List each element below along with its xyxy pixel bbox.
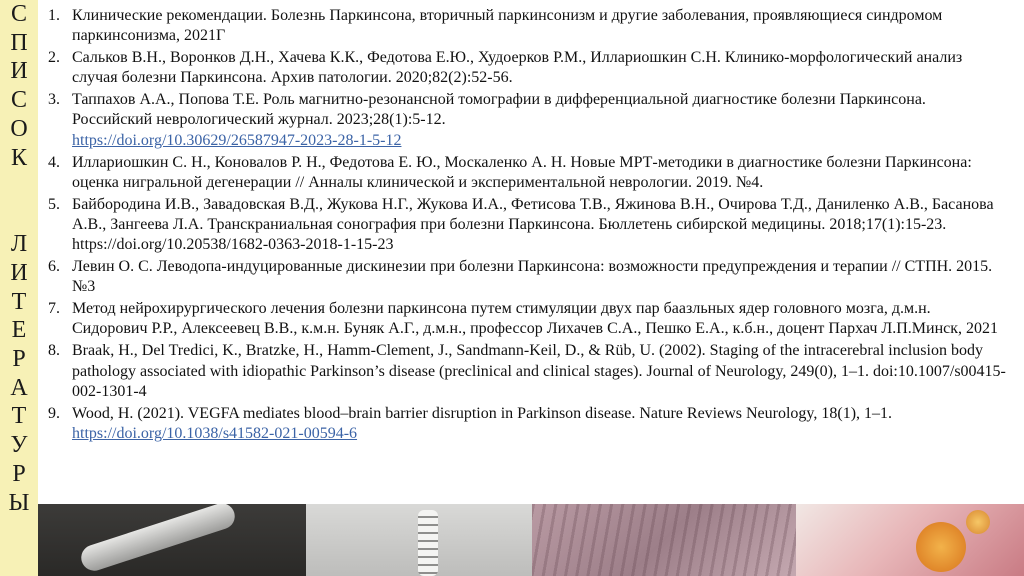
reference-number: 3. [48,91,60,109]
title-letter: Т [11,288,27,315]
title-letter: И [10,259,28,286]
reference-item [38,257,1014,298]
reference-body [72,404,1014,445]
reference-text: Иллариошкин С. Н., Коновалов Р. Н., Федотова Е. Ю., Москаленко А. Н. Новые МРТ-методики в диагностике болезни Паркинсона: оценка нигральной дегенерации // Анналы клинической и экспериментальной неврологии. 2019. №4. [72,153,972,191]
reference-number: 9. [48,404,60,422]
reference-number: 7. [48,300,60,318]
reference-text: Таппахов А.А., Попова Т.Е. Роль магнитно-резонансной томографии в дифференциальной диагностике болезни Паркинсона. Российский неврологический журнал. 2023;28(1):5-12. [72,91,926,129]
title-letter: Ы [8,489,30,516]
side-title [0,0,38,576]
tissue-texture [532,504,796,576]
reference-text: Braak, H., Del Tredici, K., Bratzke, H., Hamm-Clement, J., Sandmann-Keil, D., & Rüb, U. (2002). Staging of the intracerebral inclusion body pathology associated with idiopathic Parkinson’s disease (preclinical and clinical stages). Journal of Neurology, 249(0), 1–1. doi:10.1007/s00415-002-1301-4 [72,342,1006,400]
title-letter: Е [11,317,27,344]
reference-item [38,48,1014,89]
reference-text: Клинические рекомендации. Болезнь Паркинсона, вторичный паркинсонизм и другие заболевания, проявляющиеся синдромом паркинсонизма, 2021Г [72,7,943,45]
title-letter: Р [12,460,26,487]
reference-number: 6. [48,258,60,276]
title-letter: О [10,115,28,142]
title-letter: У [10,432,28,459]
vesicle-shape [966,510,990,534]
reference-number: 2. [48,49,60,67]
reference-item [38,153,1014,194]
title-letter: П [10,29,28,56]
title-letter: С [10,87,27,114]
reference-doi-link[interactable]: https://doi.org/10.30629/26587947-2023-28-1-5-12 [72,131,402,149]
reference-text: Сальков В.Н., Воронков Д.Н., Хачева К.К., Федотова Е.Ю., Худоерков Р.М., Иллариошкин С.Н. Клинико-морфологический анализ случая болезни Паркинсона. Архив патологии. 2020;82(2):52-56. [72,49,963,87]
reference-item [38,195,1014,256]
reference-number: 8. [48,342,60,360]
reference-item [38,6,1014,47]
reference-text: Байбородина И.В., Завадовская В.Д., Жукова Н.Г., Жукова И.А., Фетисова Т.В., Яжинова В.Н., Очирова Т.Д., Даниленко А.В., Басанова А.В., Зангеева Л.А. Транскраниальная сонография при болезни Паркинсона. Бюллетень сибирской медицины. 2018;17(1):15-23. https://doi.org/10.20538/1682-0363-2018-1-15-23 [72,195,994,254]
spine-shape [418,510,438,576]
reference-item [38,299,1014,340]
reference-number: 1. [48,7,60,24]
vesicle-shape [916,522,966,572]
reference-text: Метод нейрохирургического лечения болезни паркинсона путем стимуляции двух пар баазльных ядер головного мозга, д.м.н. Сидорович Р.Р., Алексеевец В.В., к.м.н. Буняк А.Г., д.м.н., профессор Лихачев С.А., Пешко Е.А., к.б.н., доцент Пархач Л.П.Минск, 2021 [72,300,999,338]
title-letter: Л [10,231,28,258]
reference-doi-link[interactable]: https://doi.org/10.1038/s41582-021-00594-6 [72,424,358,442]
title-letter: Р [12,346,26,373]
histology-photo [532,504,796,576]
title-letter: Т [11,403,27,430]
reference-number: 4. [48,153,60,171]
reference-item [38,90,1014,151]
photo-strip [38,504,1024,576]
reference-item [38,341,1014,402]
reference-item [38,404,1014,445]
reference-body [72,90,1014,151]
title-letter: А [10,374,28,401]
title-letter: И [10,58,28,85]
title-letter: С [10,1,27,27]
cell-illustration [796,504,1024,576]
title-letter: К [10,144,27,171]
reference-number: 5. [48,195,60,213]
surgical-instrument-photo [38,504,306,576]
instrument-shape [78,504,238,574]
reference-text: Левин О. С. Леводопа-индуцированные дискинезии при болезни Паркинсона: возможности предупреждения и терапии // СТПН. 2015. №3 [72,258,993,296]
reference-list [38,6,1014,446]
spine-xray-photo [306,504,532,576]
reference-text: Wood, H. (2021). VEGFA mediates blood–brain barrier disruption in Parkinson disease. Nature Reviews Neurology, 18(1), 1–1. [72,404,893,422]
